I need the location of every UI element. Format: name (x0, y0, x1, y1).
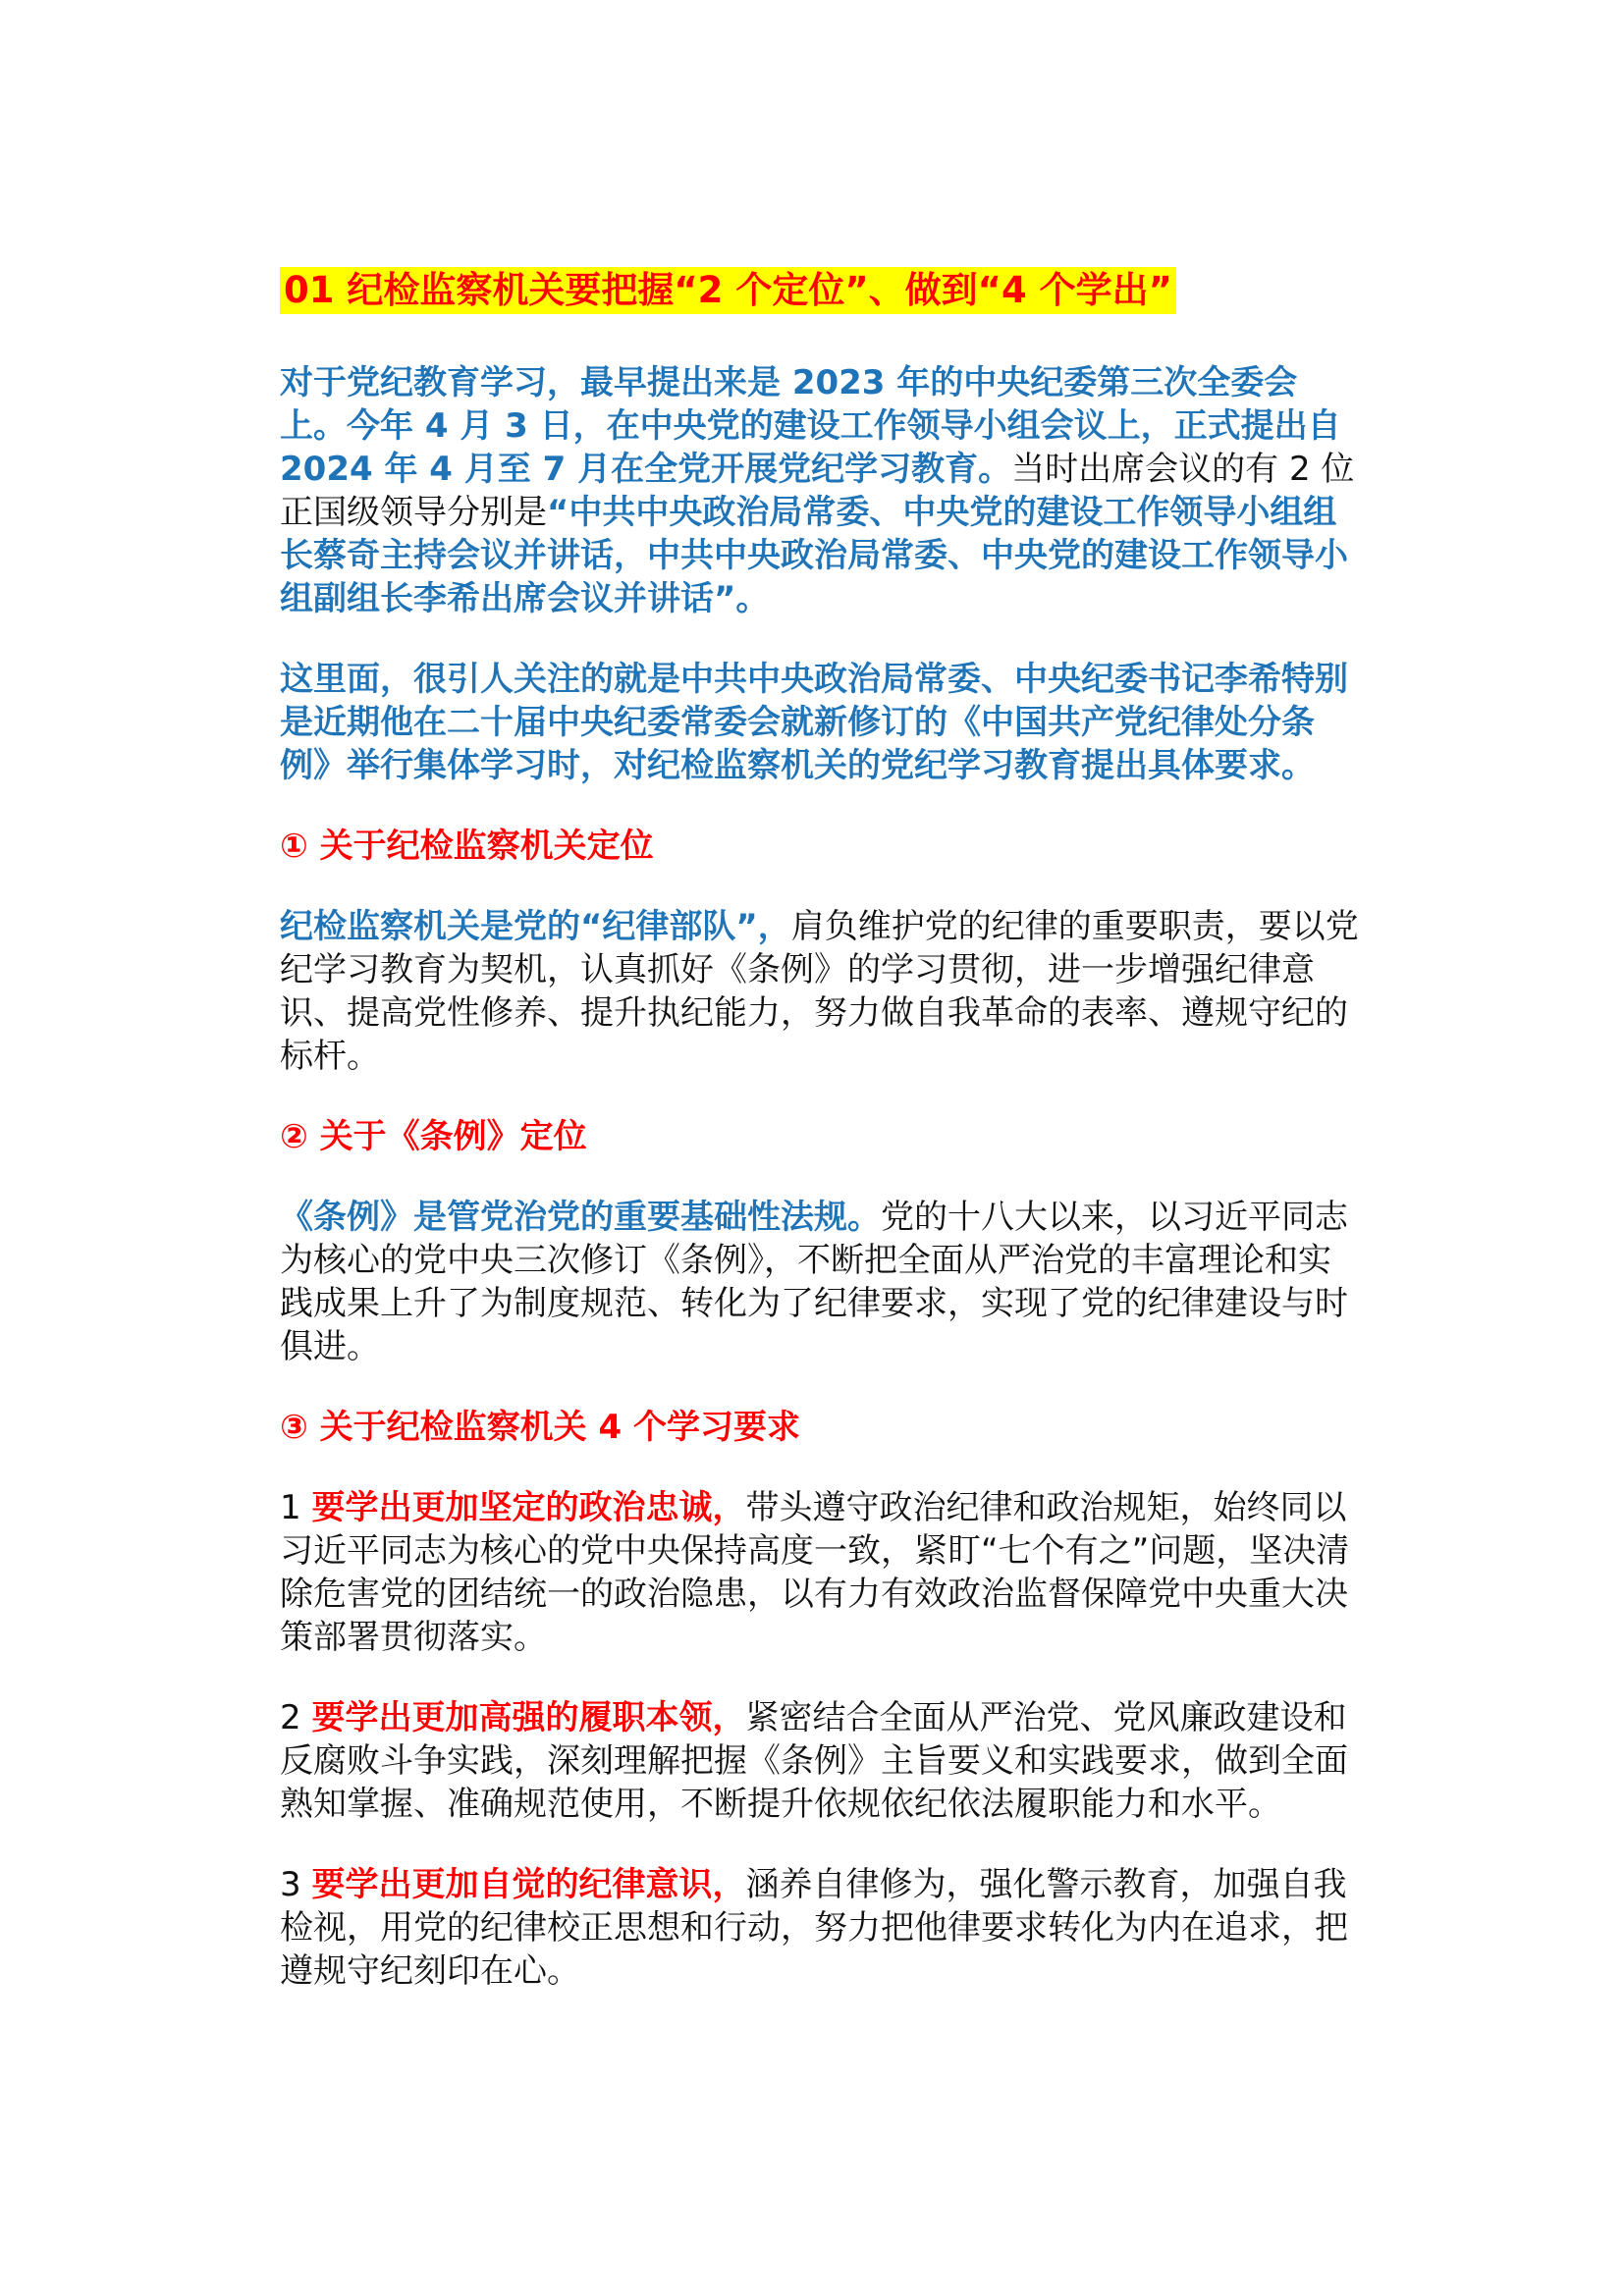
requirement-text: 涵养自律修为，强化警示教育，加强自我检视，用党的纪律校正思想和行动，努力把他律要求转化为内在追求，把遵规守纪刻印在心。 (280, 1865, 1348, 1991)
section-title: 01 纪检监察机关要把握“2 个定位”、做到“4 个学出” (280, 267, 1176, 314)
requirement-number: 1 (280, 1488, 312, 1527)
article-body (280, 267, 1360, 2030)
requirement-bold: 要学出更加高强的履职本领， (311, 1698, 746, 1737)
paragraph-2-text: 党的十八大以来，以习近平同志为核心的党中央三次修订《条例》，不断把全面从严治党的丰富理论和实践成果上升了为制度规范、转化为了纪律要求，实现了党的纪律建设与时俱进。 (280, 1198, 1348, 1366)
intro-normal-text: 当时出席会议的有 2 位正国级领导分别是 (280, 450, 1355, 532)
context-paragraph: 这里面，很引人关注的就是中共中央政治局常委、中央纪委书记李希特别是近期他在二十届中央纪委常委会就新修订的《中国共产党纪律处分条例》举行集体学习时，对纪检监察机关的党纪学习教育提出具体要求。 (280, 660, 1348, 785)
intro-quote-text: “中共中央政治局常委、中央党的建设工作领导小组组长蔡奇主持会议并讲话，中共中央政治局常委、中央党的建设工作领导小组副组长李希出席会议并讲话”。 (280, 493, 1348, 618)
requirement-number: 3 (280, 1865, 312, 1904)
requirement-text: 紧密结合全面从严治党、党风廉政建设和反腐败斗争实践，深刻理解把握《条例》主旨要义和实践要求，做到全面熟知掌握、准确规范使用，不断提升依规依纪依法履职能力和水平。 (280, 1698, 1348, 1824)
subheading-2: ② 关于《条例》定位 (280, 1117, 587, 1156)
intro-paragraph (280, 361, 1360, 620)
paragraph-2 (280, 1196, 1360, 1368)
intro-bold-text: 对于党纪教育学习，最早提出来是 2023 年的中央纪委第三次全委会上。今年 4 月 3 日，在中央党的建设工作领导小组会议上，正式提出自 2024 年 4 月至 7 月在全党开展党纪学习教育。 (280, 363, 1341, 489)
requirement-text: 带头遵守政治纪律和政治规矩，始终同以习近平同志为核心的党中央保持高度一致，紧盯“七个有之”问题，坚决清除危害党的团结统一的政治隐患，以有力有效政治监督保障党中央重大决策部署贯彻落实。 (280, 1488, 1350, 1657)
requirement-number: 2 (280, 1698, 312, 1737)
requirement-bold: 要学出更加坚定的政治忠诚， (311, 1488, 746, 1527)
paragraph-1 (280, 905, 1360, 1078)
requirement-item-3 (280, 1863, 1360, 1993)
requirement-bold: 要学出更加自觉的纪律意识， (311, 1865, 746, 1904)
subheading-1: ① 关于纪检监察机关定位 (280, 827, 654, 866)
paragraph-1-bold: 纪检监察机关是党的“纪律部队”， (280, 907, 791, 946)
paragraph-2-bold: 《条例》是管党治党的重要基础性法规。 (280, 1198, 881, 1237)
subheading-3: ③ 关于纪检监察机关 4 个学习要求 (280, 1408, 800, 1447)
paragraph-1-text: 肩负维护党的纪律的重要职责，要以党纪学习教育为契机，认真抓好《条例》的学习贯彻，进一步增强纪律意识、提高党性修养、提升执纪能力，努力做自我革命的表率、遵规守纪的标杆。 (280, 907, 1359, 1076)
requirement-item-1 (280, 1486, 1360, 1659)
requirement-item-2 (280, 1696, 1360, 1826)
